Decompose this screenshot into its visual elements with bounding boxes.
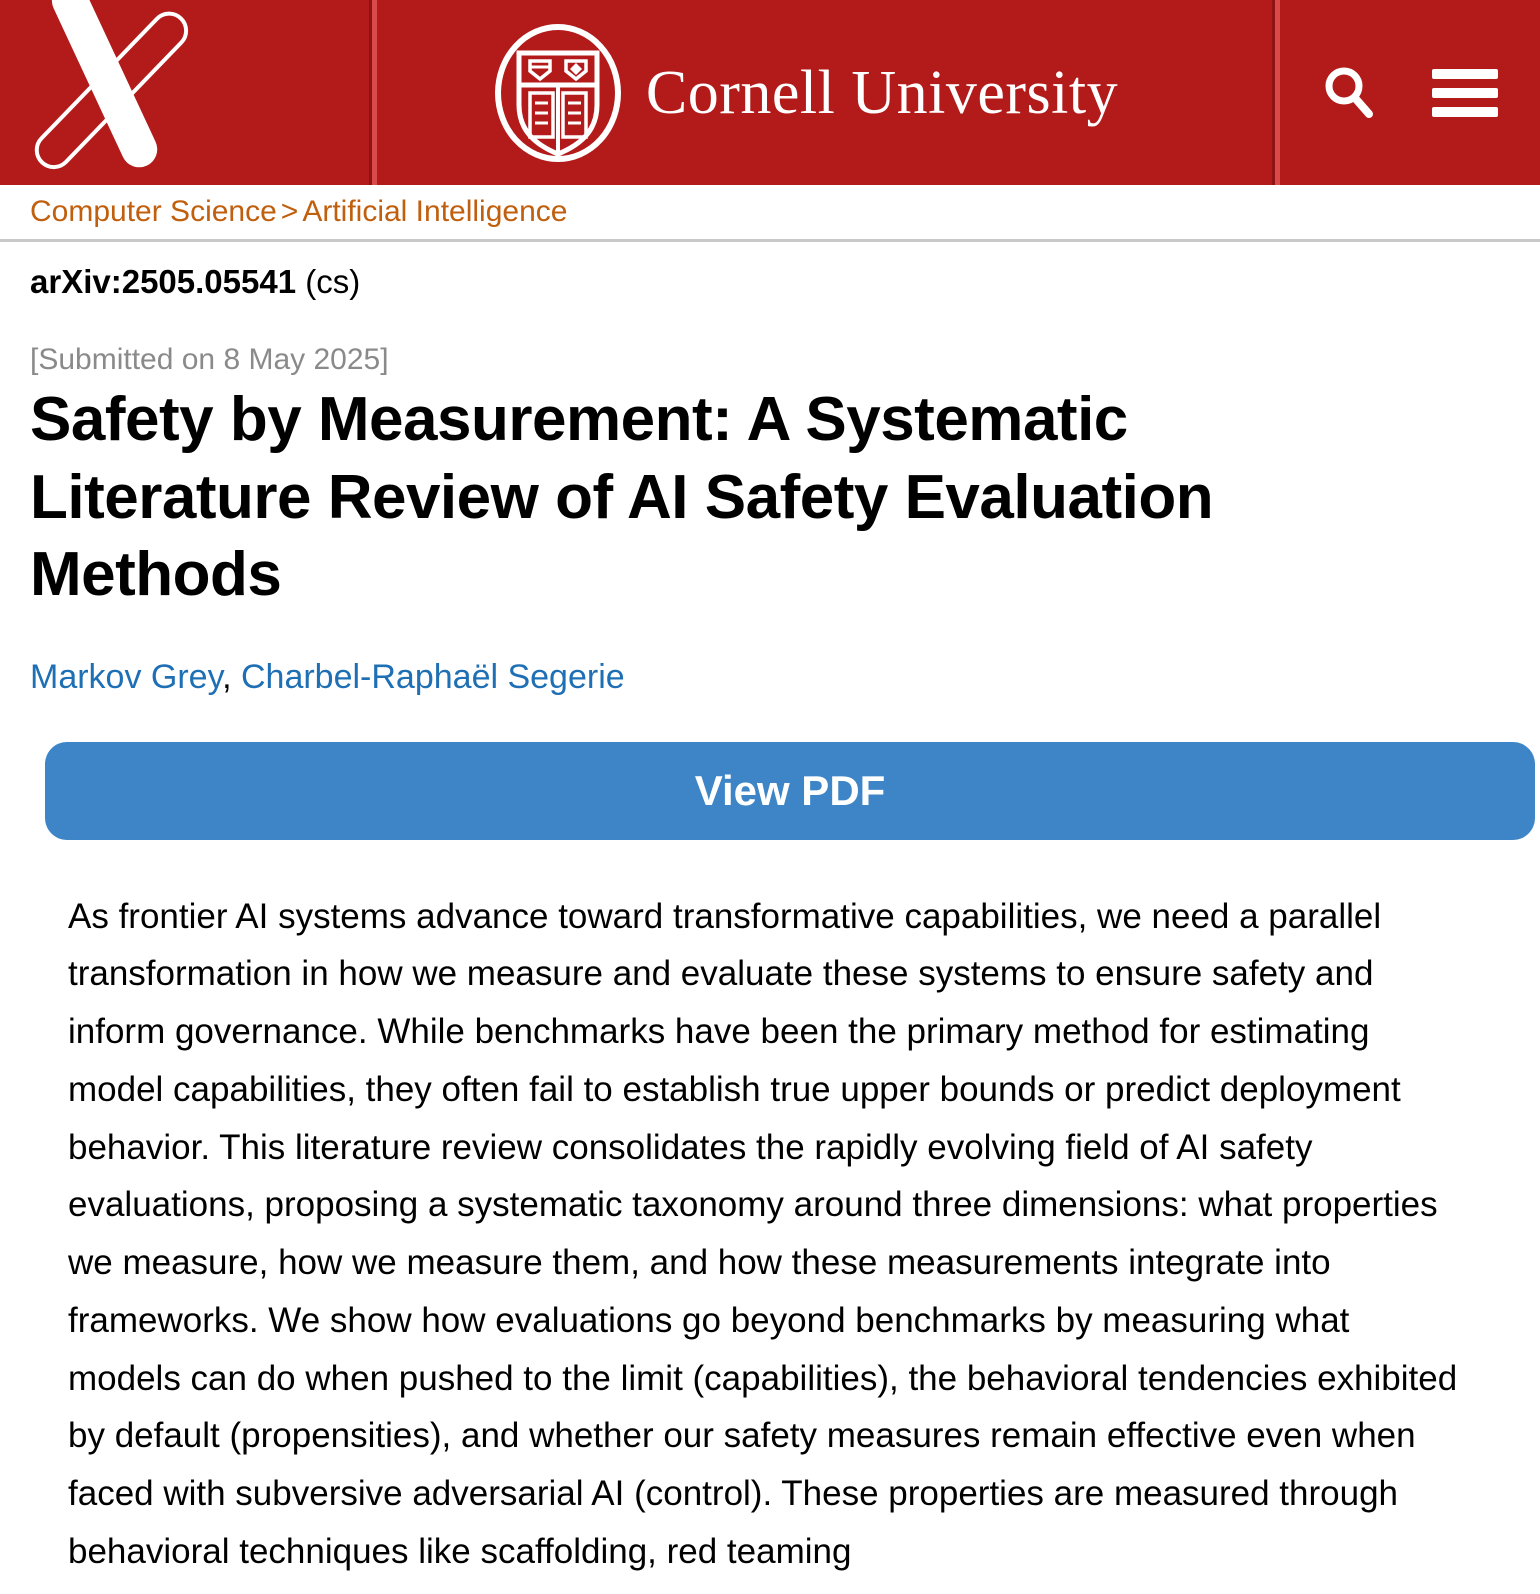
author-separator: , — [222, 657, 241, 696]
cornell-crest-icon — [492, 23, 624, 163]
arxiv-id-line — [30, 263, 1510, 301]
author-link-2[interactable]: Charbel-Raphaël Segerie — [240, 657, 625, 696]
cornell-wordmark: Cornell University — [645, 58, 1119, 127]
page-title: Safety by Measurement: A Systematic Literature Review of AI Safety Evaluation Methods — [30, 385, 1214, 609]
breadcrumb — [0, 185, 1540, 242]
arxiv-id[interactable]: arXiv:2505.05541 — [30, 263, 297, 300]
hamburger-menu-icon — [1432, 65, 1498, 121]
arxiv-primary-category: (cs) — [305, 263, 361, 300]
arxiv-logo[interactable] — [30, 0, 190, 187]
author-link-1[interactable]: Markov Grey — [30, 657, 223, 696]
search-icon — [1318, 62, 1380, 124]
view-pdf-button[interactable]: View PDF — [45, 742, 1535, 840]
search-button[interactable] — [1318, 62, 1380, 124]
pdf-button-wrapper — [30, 742, 1510, 840]
submission-date: [Submitted on 8 May 2025] — [30, 343, 389, 376]
arxiv-logo-cell[interactable] — [0, 0, 372, 185]
cornell-branding-cell[interactable] — [372, 0, 1275, 185]
breadcrumb-item-artificial-intelligence[interactable]: Artificial Intelligence — [302, 195, 568, 228]
site-header — [0, 0, 1540, 185]
breadcrumb-item-computer-science[interactable]: Computer Science — [30, 195, 277, 228]
breadcrumb-separator: > — [280, 195, 299, 228]
abstract-text: As frontier AI systems advance toward transformative capabilities, we need a parallel transformation in how we measure and evaluate these systems to ensure safety and inform governance. While benchmarks have been the primary method for estimating model capabilities, they often fail to establish true upper bounds or predict deployment behavior. This literature review consolidates the rapidly evolving field of AI safety evaluations, proposing a systematic taxonomy around three dimensions: what properties we measure, how we measure them, and how these measurements integrate into frameworks. We show how evaluations go beyond benchmarks by measuring what models can do when pushed to the limit (capabilities), the behavioral tendencies exhibited by default (propensities), and whether our safety measures remain effective even when faced with subversive adversarial AI (control). These properties are measured through behavioral techniques like scaffolding, red teaming — [68, 896, 1458, 1571]
authors-list — [30, 658, 1510, 697]
header-actions — [1275, 0, 1540, 185]
paper-main — [0, 263, 1540, 1581]
menu-button[interactable] — [1432, 65, 1498, 121]
breadcrumb-text — [30, 195, 567, 229]
